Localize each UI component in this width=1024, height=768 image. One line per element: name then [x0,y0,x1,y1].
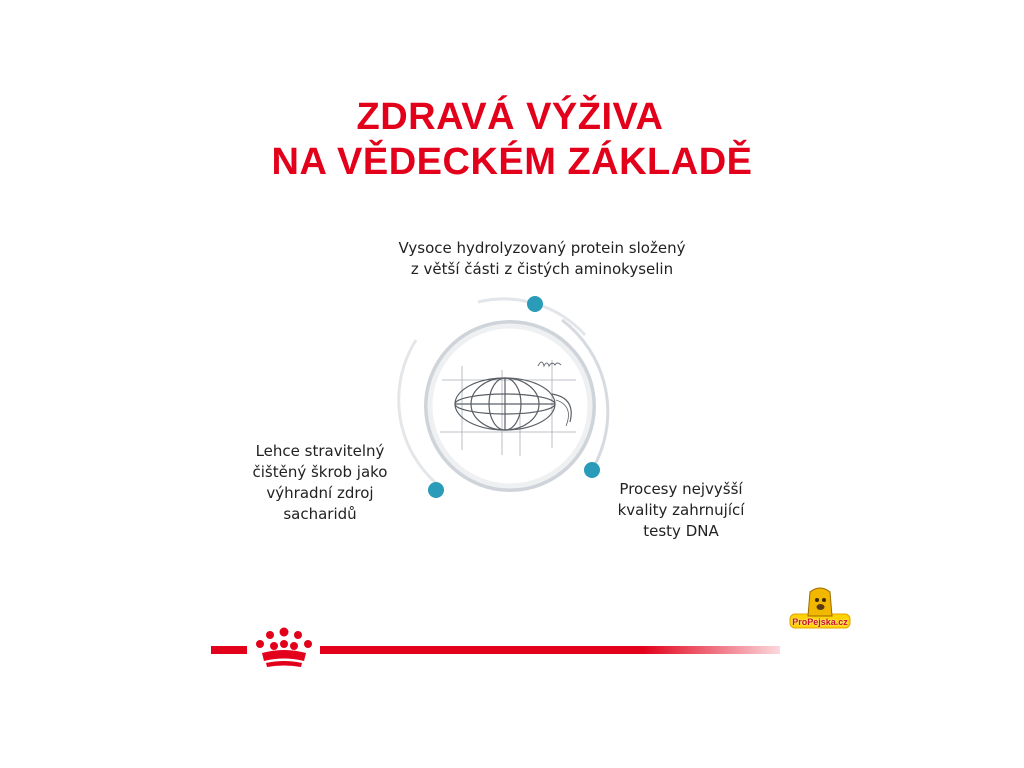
benefit-starch-line-4: sacharidů [283,505,357,523]
benefit-quality-line-2: kvality zahrnující [617,501,745,519]
benefit-protein-line-1: Vysoce hydrolyzovaný protein složený [398,239,686,257]
marker-dot-left [428,482,444,498]
marker-dot-top [527,296,543,312]
propejska-logo-text: ProPejska.cz [792,617,848,627]
benefit-protein [352,238,732,280]
marker-dot-right [584,462,600,478]
sketch-annotation [538,362,561,366]
kibble-diagram [380,280,640,520]
dog-icon [784,586,856,636]
benefit-starch-line-3: výhradní zdroj [266,484,374,502]
footer-rule-right [320,646,780,654]
benefit-quality-line-3: testy DNA [643,522,719,540]
headline-line-1: ZDRAVÁ VÝŽIVA [356,96,664,138]
inner-ring [426,322,594,490]
inner-ring-shadow [430,326,590,486]
benefit-protein-line-2: z větší části z čistých aminokyselin [410,260,674,278]
benefit-starch-line-2: čištěný škrob jako [252,463,388,481]
benefit-quality-line-1: Procesy nejvyšší [619,480,743,498]
propejska-logo[interactable] [784,586,856,636]
kibble-sketch-icon [455,378,571,430]
headline-line-2: NA VĚDECKÉM ZÁKLADĚ [271,141,753,183]
footer-rule-left [211,646,247,654]
benefit-starch-line-1: Lehce stravitelný [255,442,385,460]
royal-canin-crown-icon [252,627,316,669]
